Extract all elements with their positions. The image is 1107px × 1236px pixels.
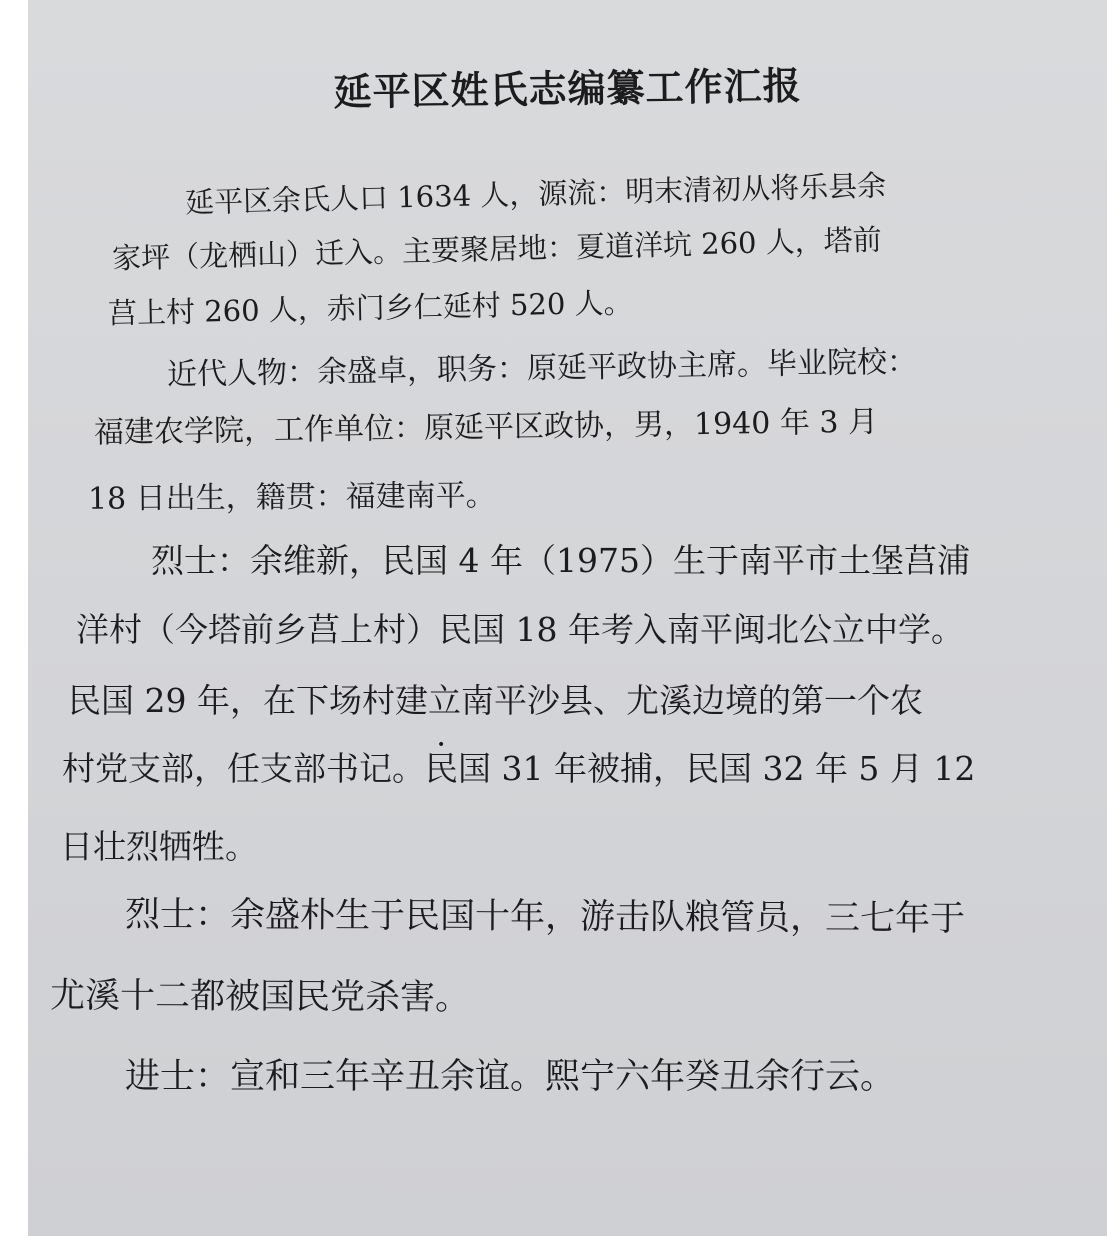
paragraph-1-line-3: 莒上村 260 人，赤门乡仁延村 520 人。: [107, 285, 633, 331]
paragraph-3-line-5: 日壮烈牺牲。: [60, 827, 258, 866]
paragraph-3-line-3: 民国 29 年，在下场村建立南平沙县、尤溪边境的第一个农: [68, 681, 923, 720]
stray-ink-mark: •: [437, 737, 446, 753]
paragraph-2-line-1: 近代人物：余盛卓，职务：原延平政协主席。毕业院校：: [166, 344, 918, 393]
paragraph-4-line-1: 烈士：余盛朴生于民国十年，游击队粮管员，三七年于: [124, 894, 966, 940]
paragraph-5-line-1: 进士：宣和三年辛丑余谊。熙宁六年癸丑余行云。: [125, 1057, 896, 1097]
paragraph-2-line-3: 18 日出生，籍贯：福建南平。: [87, 478, 496, 517]
paragraph-3-line-2: 洋村（今塔前乡莒上村）民国 18 年考入南平闽北公立中学。: [76, 610, 964, 649]
paragraph-2-line-2: 福建农学院，工作单位：原延平区政协，男，1940 年 3 月: [93, 404, 879, 451]
paragraph-1-line-1: 延平区余氏人口 1634 人，源流：明末清初从将乐县余: [184, 168, 887, 220]
paragraph-4-line-2: 尤溪十二都被国民党杀害。: [49, 975, 471, 1019]
paragraph-1-line-2: 家坪（龙栖山）迁入。主要聚居地：夏道洋坑 260 人，塔前: [111, 222, 883, 276]
paragraph-3-line-4: 村党支部，任支部书记。民国 31 年被捕，民国 32 年 5 月 12: [62, 749, 976, 788]
paragraph-3-line-1: 烈士：余维新，民国 4 年（1975）生于南平市土堡莒浦: [151, 541, 970, 580]
document-title: 延平区姓氏志编纂工作汇报: [333, 63, 802, 115]
document-page: [28, 0, 1107, 1236]
